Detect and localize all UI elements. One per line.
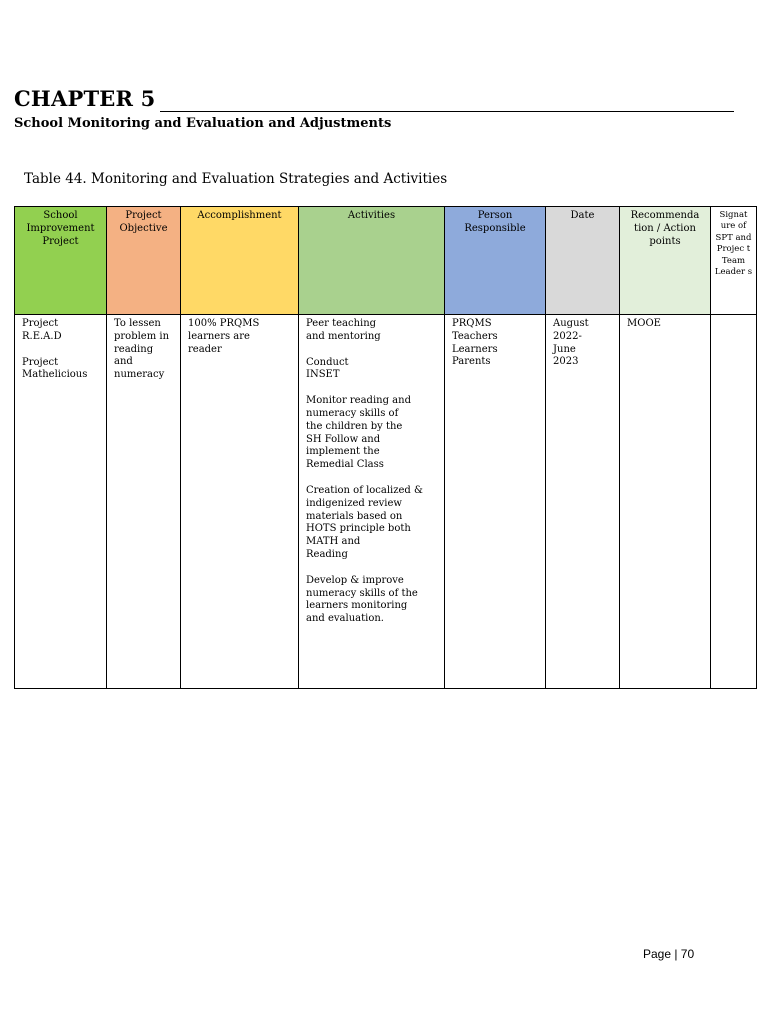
cell-signature	[711, 315, 757, 689]
date-text: August 2022- June 2023	[553, 318, 589, 368]
chapter-title: CHAPTER 5	[14, 86, 156, 111]
header-accomplishment: Accomplishment	[181, 207, 299, 315]
objective-text: To lessen problem in reading and numeracy	[114, 318, 170, 381]
activity-item: Peer teaching and mentoring	[306, 318, 381, 342]
table-row	[15, 315, 757, 689]
activity-item: Conduct INSET	[306, 356, 349, 381]
header-date: Date	[546, 207, 620, 315]
chapter-title-rule	[160, 111, 734, 112]
chapter-subtitle: School Monitoring and Evaluation and Adjustments	[14, 116, 392, 131]
activity-item: Monitor reading and numeracy skills of the children by the SH Follow and implement the Remedial Class	[306, 395, 411, 471]
activity-item: Develop & improve numeracy skills of the learners monitoring and evaluation.	[306, 574, 418, 625]
cell-project-objective	[107, 315, 181, 689]
cell-person-responsible	[445, 315, 546, 689]
project-mathelicious: Project Mathelicious	[22, 356, 88, 381]
cell-school-improvement-project	[15, 315, 107, 689]
table-header-row	[15, 207, 757, 315]
recommendation-text: MOOE	[627, 318, 661, 329]
cell-accomplishment	[181, 315, 299, 689]
cell-recommendation	[620, 315, 711, 689]
cell-activities	[299, 315, 445, 689]
header-recommendation: Recommenda tion / Action points	[620, 207, 711, 315]
cell-date	[546, 315, 620, 689]
header-school-improvement-project: School Improvement Project	[15, 207, 107, 315]
project-read: Project R.E.A.D	[22, 318, 62, 342]
accomplishment-text: 100% PRQMS learners are reader	[188, 318, 260, 355]
header-activities: Activities	[299, 207, 445, 315]
activity-item: Creation of localized & indigenized review materials based on HOTS principle both MATH and Reading	[306, 484, 423, 560]
header-project-objective: Project Objective	[107, 207, 181, 315]
header-person-responsible: Person Responsible	[445, 207, 546, 315]
person-responsible-text: PRQMS Teachers Learners Parents	[452, 318, 498, 368]
page-number: Page | 70	[643, 947, 695, 961]
table-caption: Table 44. Monitoring and Evaluation Strategies and Activities	[24, 171, 448, 187]
monitoring-evaluation-table	[14, 206, 757, 689]
header-signature: Signat ure of SPT and Projec t Team Leader s	[711, 207, 757, 315]
